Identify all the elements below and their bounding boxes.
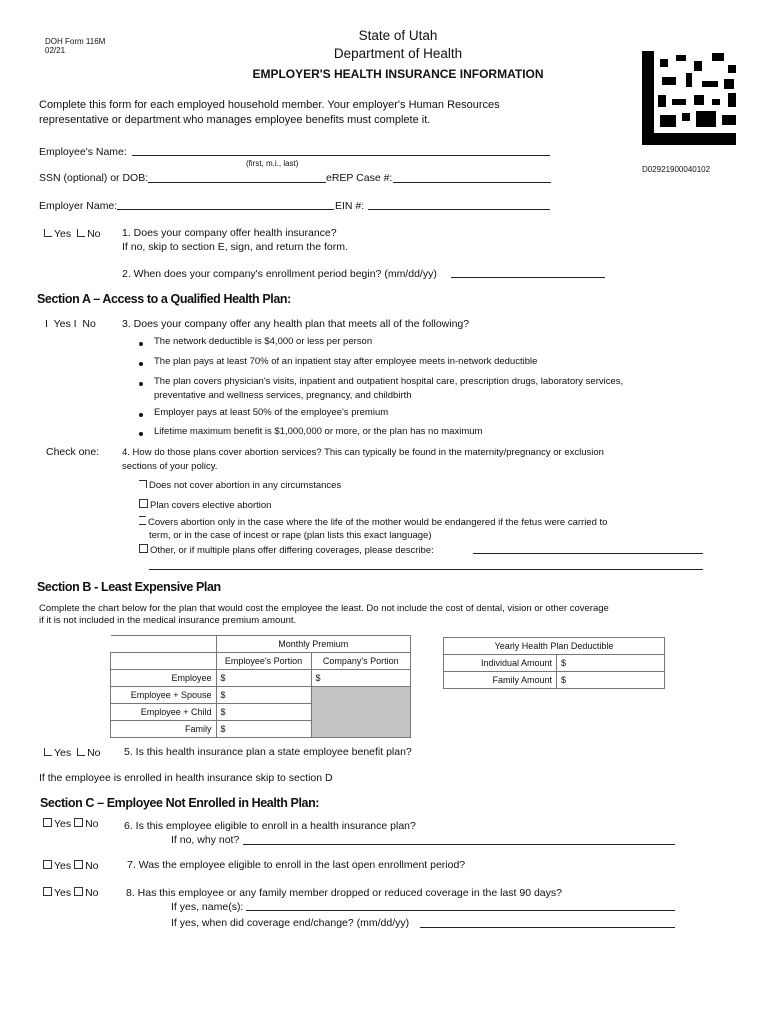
barcode-id: D02921900040102 xyxy=(642,165,711,174)
option-no-coverage[interactable] xyxy=(139,480,341,491)
employee-portion-cell[interactable]: $ xyxy=(216,704,311,721)
criteria-item: Lifetime maximum benefit is $1,000,000 or more, or the plan has no maximum xyxy=(154,426,483,437)
checkbox[interactable] xyxy=(139,544,148,553)
q8-text: 8. Has this employee or any family member dropped or reduced coverage in the last 90 days? xyxy=(126,887,562,899)
bullet xyxy=(139,432,143,436)
section-b-desc: Complete the chart below for the plan that would cost the employee the least. Do not include the cost of dental, vision or other coverage xyxy=(39,603,609,614)
barcode-image xyxy=(642,51,736,145)
employee-portion-header: Employee's Portion xyxy=(216,653,311,670)
criteria-item: The plan pays at least 70% of an inpatient stay after employee meets in-network deductible xyxy=(154,356,538,367)
blank-cell xyxy=(111,653,217,670)
q1-yes-no[interactable] xyxy=(44,228,101,240)
q7-text: 7. Was the employee eligible to enroll in the last open enrollment period? xyxy=(127,859,466,871)
row-label: Employee + Child xyxy=(111,704,217,721)
q6-subtext: If no, why not? xyxy=(171,834,240,846)
q1-subtext: If no, skip to section E, sign, and return the form. xyxy=(122,241,348,253)
no-label: No xyxy=(87,747,101,759)
q2-field[interactable] xyxy=(451,277,605,278)
q6-yes-no[interactable] xyxy=(43,818,99,830)
company-portion-cell[interactable]: $ xyxy=(311,670,411,687)
section-b-desc-cont: if it is not included in the medical insurance premium amount. xyxy=(39,615,297,626)
q7-yes-checkbox[interactable] xyxy=(43,860,52,869)
option-label: Covers abortion only in the case where the life of the mother would be endangered if the fetus were carried to xyxy=(148,517,608,528)
section-c-title: Section C – Employee Not Enrolled in Health Plan: xyxy=(40,796,320,810)
q5-text: 5. Is this health insurance plan a state employee benefit plan? xyxy=(124,746,412,758)
name-hint: (first, m.i., last) xyxy=(246,159,299,168)
individual-amount-cell[interactable]: $ xyxy=(557,655,665,672)
erep-label: eREP Case #: xyxy=(326,172,393,184)
no-label: No xyxy=(87,228,101,240)
criteria-item: Employer pays at least 50% of the employee's premium xyxy=(154,407,389,418)
employer-name-label: Employer Name: xyxy=(39,200,118,212)
option-elective[interactable] xyxy=(139,499,271,511)
criteria-item: The plan covers physician's visits, inpatient and outpatient hospital care, prescription drugs, laboratory services, xyxy=(154,376,624,387)
no-label: No xyxy=(82,318,96,330)
state-title: State of Utah xyxy=(358,28,438,43)
ein-label: EIN #: xyxy=(335,200,365,212)
yes-label: Yes xyxy=(54,818,72,830)
checkbox[interactable] xyxy=(139,480,147,488)
monthly-premium-table xyxy=(110,635,411,738)
intro-line-1: Complete this form for each employed household member. Your employer's Human Resources xyxy=(39,99,500,111)
check-one-label: Check one: xyxy=(46,446,100,458)
option-label: Does not cover abortion in any circumstances xyxy=(149,480,342,491)
page-title: EMPLOYER'S HEALTH INSURANCE INFORMATION xyxy=(252,67,544,81)
family-amount-label: Family Amount xyxy=(444,672,557,689)
bullet xyxy=(139,342,143,346)
q3-no-mark[interactable]: I xyxy=(73,318,77,330)
q6-text: 6. Is this employee eligible to enroll in a health insurance plan? xyxy=(124,820,416,832)
option-other[interactable] xyxy=(139,544,434,556)
q8-date-field[interactable] xyxy=(420,927,675,928)
employee-portion-cell[interactable]: $ xyxy=(216,721,311,738)
department-title: Department of Health xyxy=(333,46,463,61)
monthly-premium-header: Monthly Premium xyxy=(216,636,411,653)
row-label: Employee + Spouse xyxy=(111,687,217,704)
no-label: No xyxy=(85,818,99,830)
q8-no-checkbox[interactable] xyxy=(74,887,83,896)
employee-portion-cell[interactable]: $ xyxy=(216,687,311,704)
ein-field[interactable] xyxy=(368,209,550,210)
q5-yes-checkbox[interactable] xyxy=(44,748,52,756)
q8-names-label: If yes, name(s): xyxy=(171,901,244,913)
blank-cell xyxy=(111,636,217,653)
shaded-cell xyxy=(311,687,411,738)
employee-name-label: Employee's Name: xyxy=(39,146,127,158)
yes-label: Yes xyxy=(54,887,72,899)
row-label: Family xyxy=(111,721,217,738)
other-describe-field-2[interactable] xyxy=(149,569,703,570)
q1-yes-checkbox[interactable] xyxy=(44,229,52,237)
skip-instruction: If the employee is enrolled in health insurance skip to section D xyxy=(39,772,333,784)
employee-portion-cell[interactable]: $ xyxy=(216,670,311,687)
yes-label: Yes xyxy=(54,860,72,872)
employee-name-field[interactable] xyxy=(132,155,550,156)
form-date: 02/21 xyxy=(45,46,66,55)
individual-amount-label: Individual Amount xyxy=(444,655,557,672)
row-label: Employee xyxy=(111,670,217,687)
section-b-title: Section B - Least Expensive Plan xyxy=(37,580,221,594)
q8-yes-no[interactable] xyxy=(43,887,99,899)
q4-text-cont: sections of your policy. xyxy=(122,461,218,472)
q3-text: 3. Does your company offer any health plan that meets all of the following? xyxy=(122,318,470,330)
q6-reason-field[interactable] xyxy=(243,844,675,845)
yearly-deductible-table xyxy=(443,637,665,689)
q8-names-field[interactable] xyxy=(246,910,675,911)
q6-yes-checkbox[interactable] xyxy=(43,818,52,827)
checkbox[interactable] xyxy=(139,499,148,508)
no-label: No xyxy=(85,860,99,872)
criteria-item-cont: preventative and wellness services, pregnancy, and childbirth xyxy=(154,390,412,401)
checkbox[interactable] xyxy=(139,516,146,525)
employer-name-field[interactable] xyxy=(117,209,334,210)
section-a-title: Section A – Access to a Qualified Health Plan: xyxy=(37,292,291,306)
ssn-label: SSN (optional) or DOB: xyxy=(39,172,149,184)
bullet xyxy=(139,362,143,366)
bullet xyxy=(139,382,143,386)
form-code: DOH Form 116M xyxy=(45,37,106,46)
q1-no-checkbox[interactable] xyxy=(77,229,85,237)
family-amount-cell[interactable]: $ xyxy=(557,672,665,689)
ssn-field[interactable] xyxy=(148,182,326,183)
criteria-item: The network deductible is $4,000 or less per person xyxy=(154,336,373,347)
q2-text: 2. When does your company's enrollment period begin? (mm/dd/yy) xyxy=(122,268,437,280)
yes-label: Yes xyxy=(53,318,71,330)
option-label: Plan covers elective abortion xyxy=(150,500,272,511)
yes-label: Yes xyxy=(54,747,72,759)
other-describe-field[interactable] xyxy=(473,553,703,554)
no-label: No xyxy=(85,887,99,899)
option-life-of-mother-cont: term, or in the case of incest or rape (plan lists this exact language) xyxy=(149,530,432,541)
q8-date-label: If yes, when did coverage end/change? (mm/dd/yy) xyxy=(171,917,410,929)
yes-label: Yes xyxy=(54,228,72,240)
q3-yes-mark[interactable]: I xyxy=(45,318,48,330)
q8-yes-checkbox[interactable] xyxy=(43,887,52,896)
company-portion-header: Company's Portion xyxy=(311,653,411,670)
erep-field[interactable] xyxy=(393,182,551,183)
q7-yes-no[interactable] xyxy=(43,860,99,872)
yearly-deductible-header: Yearly Health Plan Deductible xyxy=(444,638,665,655)
q1-text: 1. Does your company offer health insurance? xyxy=(122,227,337,239)
option-life-of-mother[interactable] xyxy=(139,516,607,528)
q7-no-checkbox[interactable] xyxy=(74,860,83,869)
q4-text: 4. How do those plans cover abortion services? This can typically be found in the maternity/pregnancy or exclusion xyxy=(122,447,604,458)
option-label: Other, or if multiple plans offer differing coverages, please describe: xyxy=(150,545,434,556)
q6-no-checkbox[interactable] xyxy=(74,818,83,827)
q5-no-checkbox[interactable] xyxy=(77,748,85,756)
intro-line-2: representative or department who manages employee benefits must complete it. xyxy=(39,114,431,126)
q5-yes-no[interactable] xyxy=(44,747,101,759)
bullet xyxy=(139,413,143,417)
q3-yes-no[interactable] xyxy=(45,318,96,330)
